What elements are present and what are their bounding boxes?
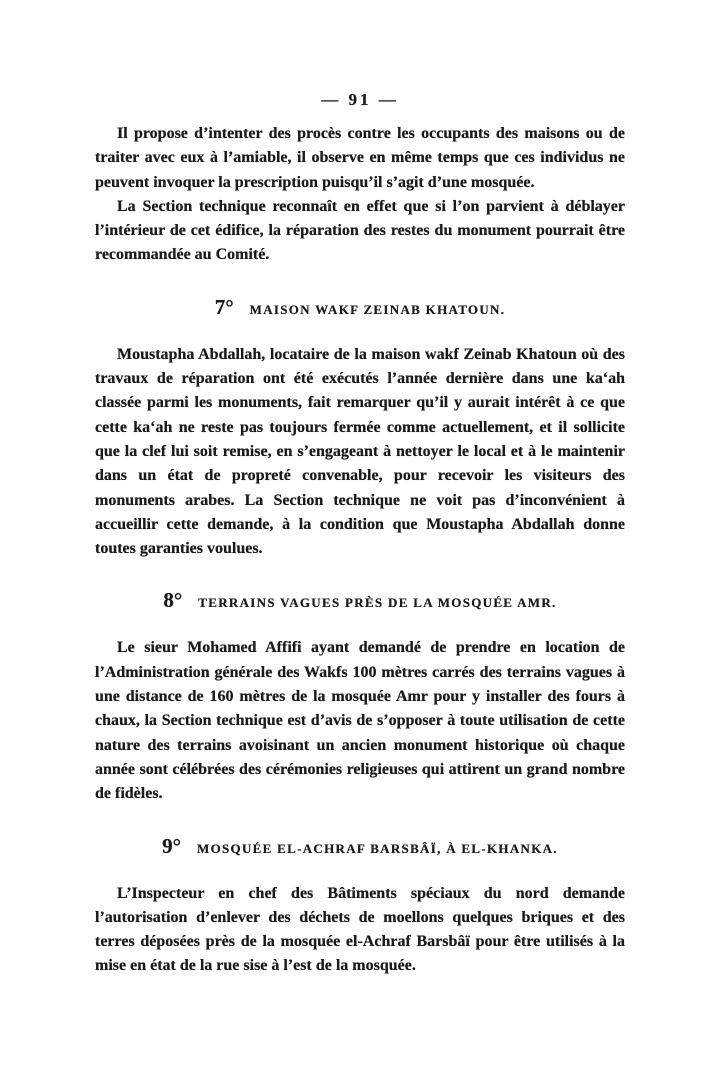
section-heading-7 xyxy=(95,294,625,323)
section-number: 9° xyxy=(162,833,182,858)
section-heading-9 xyxy=(95,833,625,862)
text-block xyxy=(95,88,625,979)
paragraph-mohamed-affifi: Le sieur Mohamed Affifi ayant demandé de prendre en location de l’Administration générale des Wakfs 100 mètres carrés des terrains vagues à une distance de 160 mètres de la mosquée Amr pour y installer des fours à chaux, la Section technique est d’avis de s’opposer à toute utilisation de cette nature des terrains avoisinant un ancien monument historique où chaque année sont célébrées des cérémonies religieuses qui attirent un grand nombre de fidèles. xyxy=(95,639,625,803)
page-number: — 91 — xyxy=(321,90,399,109)
section-title: TERRAINS VAGUES PRÈS DE LA MOSQUÉE AMR. xyxy=(198,595,557,611)
paragraph-inspecteur-batiments: L’Inspecteur en chef des Bâtiments spéciaux du nord demande l’autorisation d’enlever des déchets de moellons quelques briques et des terres déposées près de la mosquée el-Achraf Barsbâï pour être utilisés à la mise en état de la rue sise à l’est de la mosquée. xyxy=(95,884,625,975)
paragraph-section-technique-deblayer: La Section technique reconnaît en effet que si l’on parvient à déblayer l’intérieur de cet édifice, la réparation des restes du monument pourrait être recommandée au Comité. xyxy=(95,197,625,264)
paragraph-occupants-maisons: Il propose d’intenter des procès contre les occupants des maisons ou de traiter avec eux à l’amiable, il observe en même temps que ces individus ne peuvent invoquer la prescription puisqu’il s’agit d’une mosquée. xyxy=(95,125,625,191)
section-title: MOSQUÉE EL-ACHRAF BARSBÂÏ, À EL-KHANKA. xyxy=(197,840,558,856)
paragraph-moustapha-abdallah: Moustapha Abdallah, locataire de la maison wakf Zeinab Khatoun où des travaux de réparation ont été exécutés l’année dernière dans une ka‘ah classée parmi les monuments, fait remarquer qu’il y aurait intérêt à ce que cette ka‘ah ne reste pas toujours fermée comme actuellement, et il sollicite que la clef lui soit remise, en s’engageant à nettoyer le local et à le maintenir dans un état de propreté convenable, pour recevoir les visiteurs des monuments arabes. La Section technique ne voit pas d’inconvénient à accueillir cette demande, à la condition que Moustapha Abdallah donne toutes garanties voulues. xyxy=(95,345,625,558)
section-number: 8° xyxy=(163,588,183,613)
section-number: 7° xyxy=(214,294,234,319)
section-title: MAISON WAKF ZEINAB KHATOUN. xyxy=(249,301,506,317)
section-heading-8 xyxy=(95,587,625,616)
